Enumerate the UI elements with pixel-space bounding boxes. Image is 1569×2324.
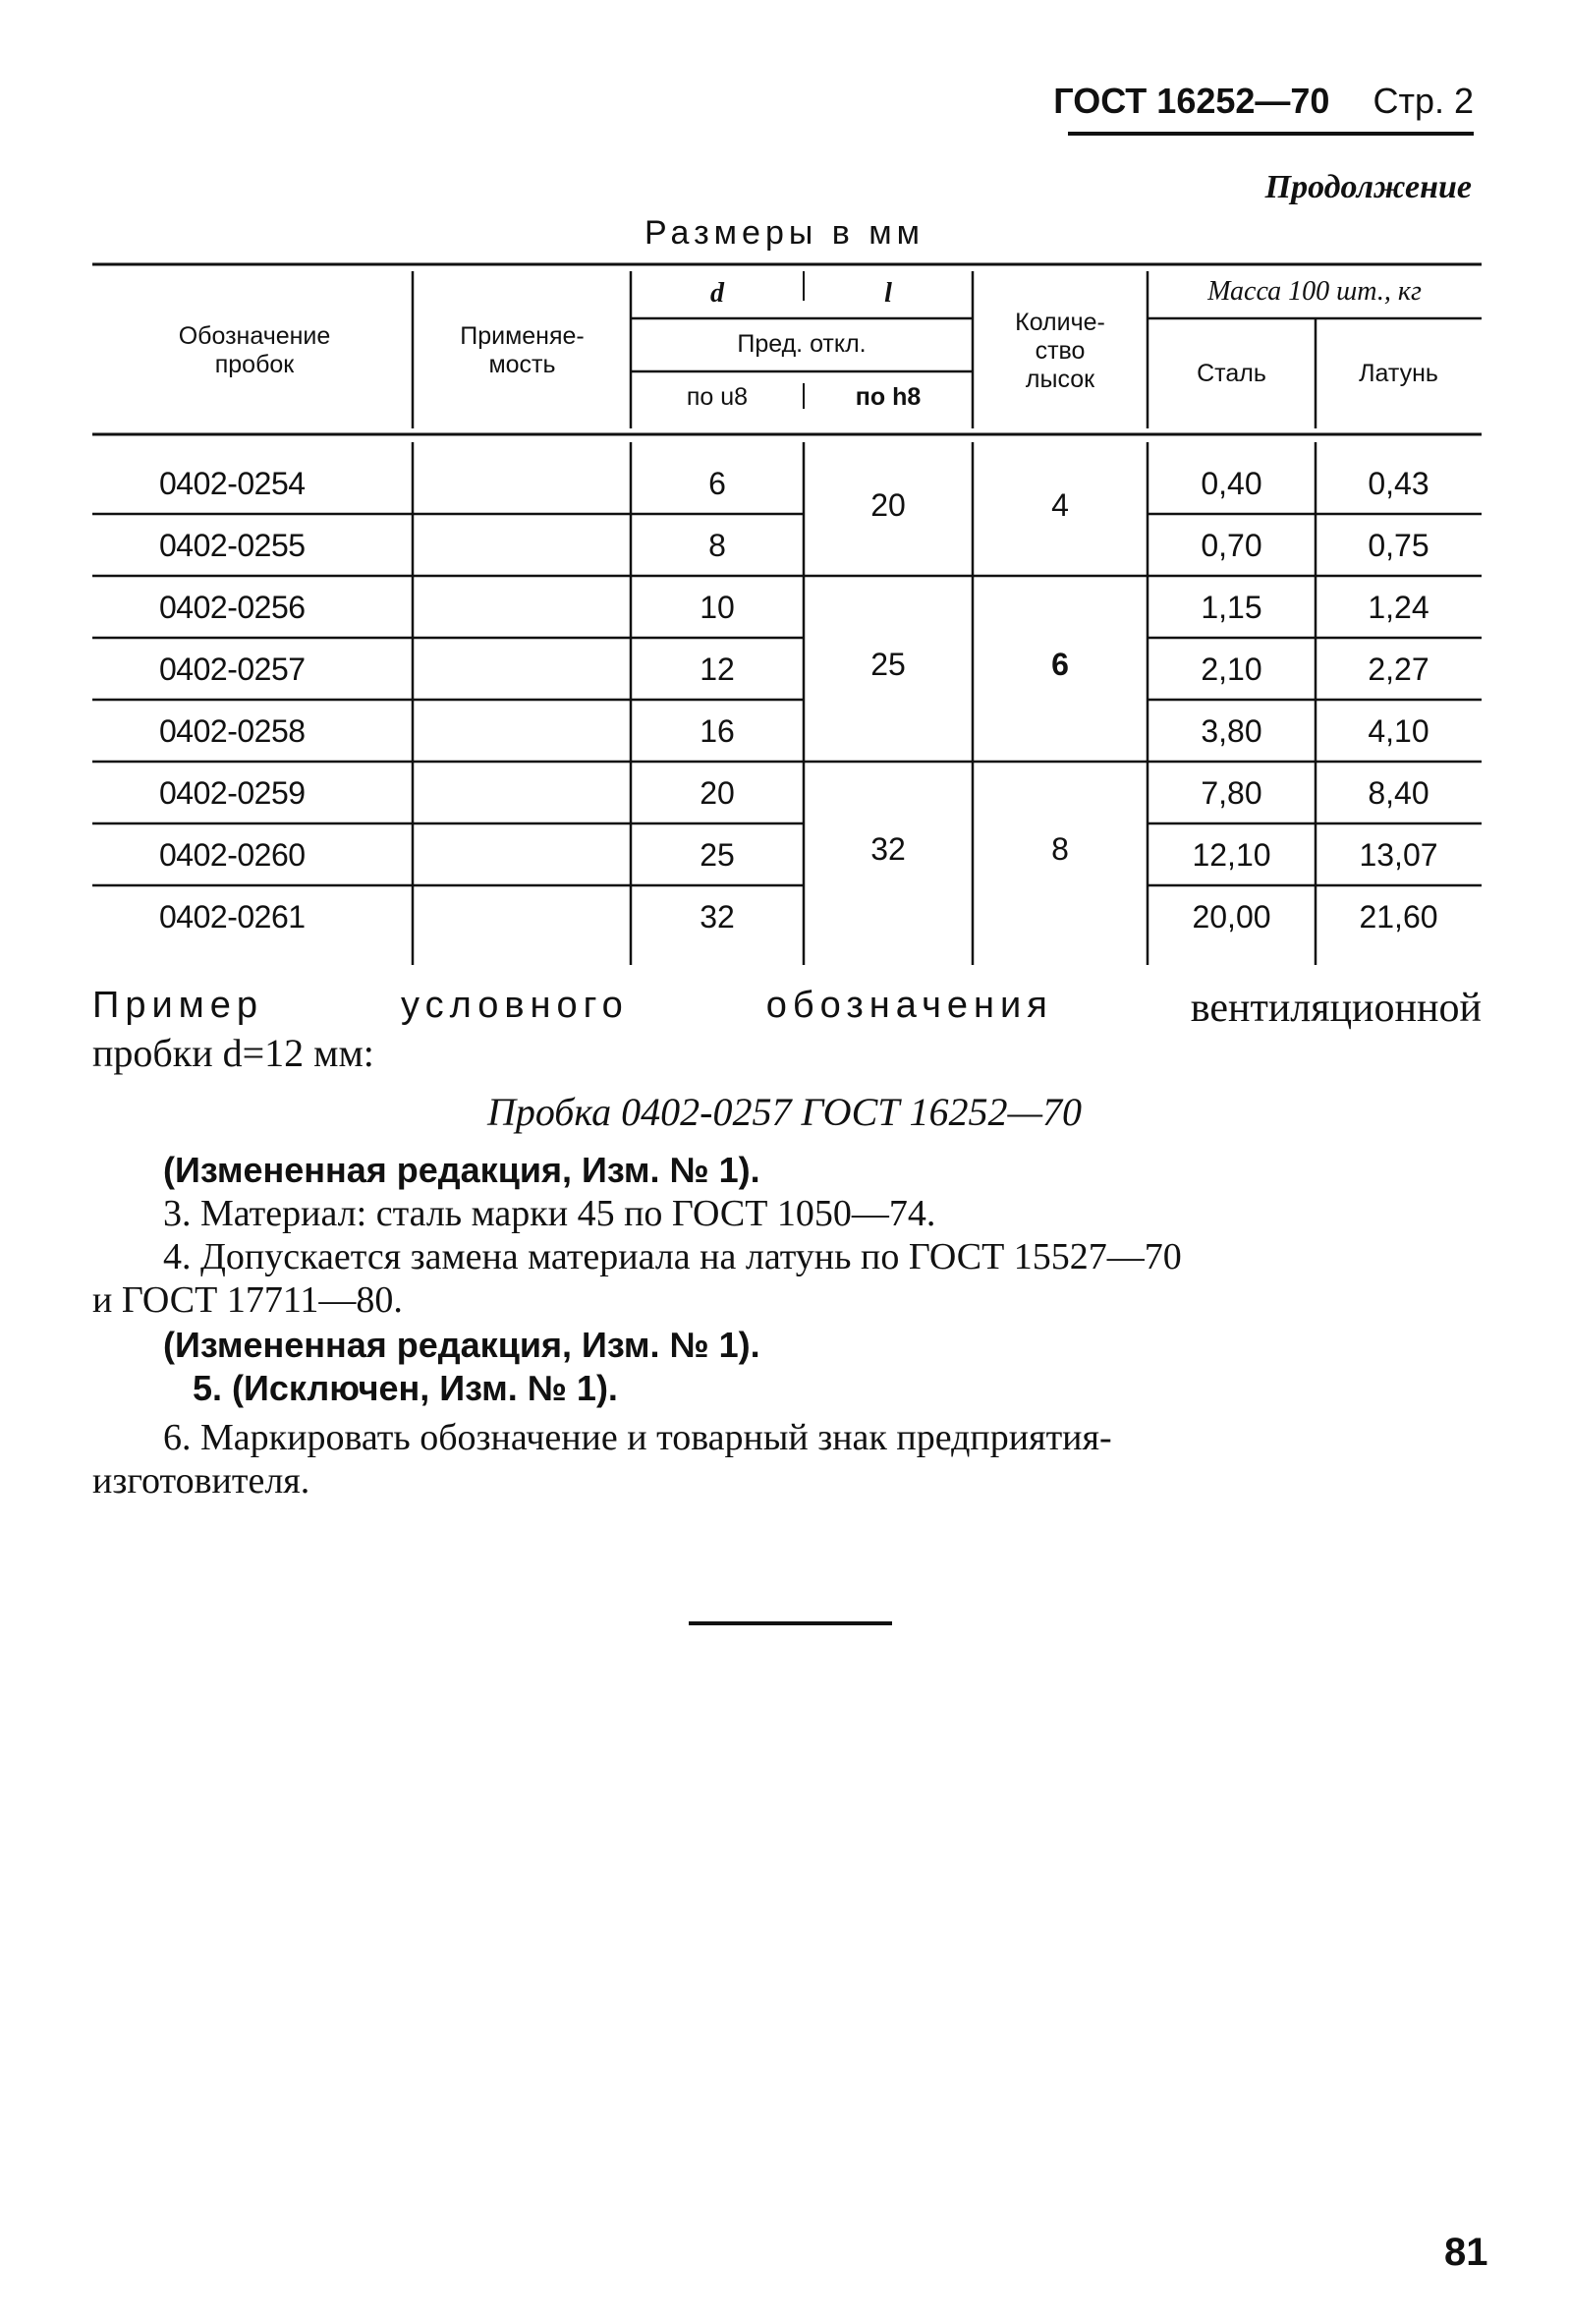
example-heading: Пример условного обозначения вентиляционной — [92, 985, 1482, 1031]
cell-designation: 0402-0260 — [159, 837, 306, 873]
cell-flats-group: 6 — [1051, 647, 1069, 682]
cell-brass: 0,43 — [1368, 466, 1429, 501]
paragraph-4-line1: 4. Допускается замена материала на латунь по ГОСТ 15527—70 — [163, 1236, 1182, 1277]
cell-d: 25 — [700, 837, 735, 873]
cell-designation: 0402-0256 — [159, 590, 306, 625]
cell-designation: 0402-0261 — [159, 899, 306, 935]
cell-designation: 0402-0254 — [159, 466, 306, 501]
header-tol-d: по u8 — [686, 383, 749, 411]
cell-steel: 0,40 — [1201, 466, 1262, 501]
cell-steel: 0,70 — [1201, 528, 1262, 563]
header-steel: Сталь — [1197, 360, 1266, 387]
header-mass: Масса 100 шт., кг — [1207, 276, 1422, 307]
cell-brass: 1,24 — [1368, 590, 1429, 625]
amendment-note: (Измененная редакция, Изм. № 1). — [163, 1325, 760, 1365]
cell-l-group: 25 — [870, 647, 906, 682]
cell-d: 8 — [708, 528, 726, 563]
cell-designation: 0402-0257 — [159, 652, 306, 687]
header-tolerance: Пред. откл. — [737, 330, 867, 358]
cell-steel: 7,80 — [1201, 775, 1262, 811]
cell-l-group: 20 — [870, 487, 906, 523]
example-designation: Пробка 0402-0257 ГОСТ 16252—70 — [486, 1090, 1083, 1134]
cell-d: 32 — [700, 899, 735, 935]
dimensions-note: Размеры в мм — [644, 214, 925, 252]
cell-d: 16 — [700, 713, 735, 749]
cell-brass: 13,07 — [1359, 837, 1438, 873]
page-number: 81 — [1444, 2231, 1488, 2274]
cell-designation: 0402-0259 — [159, 775, 306, 811]
cell-flats-group: 8 — [1051, 831, 1069, 867]
amendment-note: (Измененная редакция, Изм. № 1). — [163, 1150, 760, 1190]
cell-steel: 1,15 — [1201, 590, 1262, 625]
cell-steel: 3,80 — [1201, 713, 1262, 749]
continuation-label: Продолжение — [1264, 169, 1472, 205]
standard-number: ГОСТ 16252—70 — [1053, 81, 1330, 121]
cell-steel: 20,00 — [1192, 899, 1271, 935]
cell-d: 6 — [708, 466, 726, 501]
header-applicability: Применяе- мость — [460, 322, 585, 378]
cell-flats-group: 4 — [1051, 487, 1069, 523]
cell-d: 12 — [700, 652, 735, 687]
cell-steel: 12,10 — [1192, 837, 1271, 873]
cell-brass: 4,10 — [1368, 713, 1429, 749]
page-label: Стр. 2 — [1373, 81, 1474, 121]
plugs-table — [92, 261, 1482, 969]
header-designation: Обозначение пробок — [178, 322, 331, 378]
cell-brass: 8,40 — [1368, 775, 1429, 811]
cell-d: 20 — [700, 775, 735, 811]
cell-designation: 0402-0258 — [159, 713, 306, 749]
header-brass: Латунь — [1359, 360, 1438, 387]
header-d: d — [710, 278, 724, 309]
header-flats: Количе- ство лысок — [1015, 309, 1105, 393]
paragraph-3: 3. Материал: сталь марки 45 по ГОСТ 1050—74. — [163, 1193, 936, 1234]
page-header — [1053, 81, 1474, 122]
paragraph-4-line2: и ГОСТ 17711—80. — [92, 1279, 403, 1321]
header-rule — [1068, 132, 1474, 136]
paragraph-5: 5. (Исключен, Изм. № 1). — [193, 1368, 618, 1408]
footer-rule — [689, 1621, 892, 1625]
cell-brass: 2,27 — [1368, 652, 1429, 687]
example-heading-line2: пробки d=12 мм: — [92, 1031, 374, 1075]
cell-l-group: 32 — [870, 831, 906, 867]
header-l: l — [884, 278, 892, 309]
paragraph-6-line2: изготовителя. — [92, 1460, 310, 1502]
cell-steel: 2,10 — [1201, 652, 1262, 687]
header-tol-l: по h8 — [855, 383, 922, 411]
cell-designation: 0402-0255 — [159, 528, 306, 563]
cell-brass: 21,60 — [1359, 899, 1438, 935]
cell-d: 10 — [700, 590, 735, 625]
paragraph-6-line1: 6. Маркировать обозначение и товарный знак предприятия- — [163, 1417, 1112, 1458]
cell-brass: 0,75 — [1368, 528, 1429, 563]
